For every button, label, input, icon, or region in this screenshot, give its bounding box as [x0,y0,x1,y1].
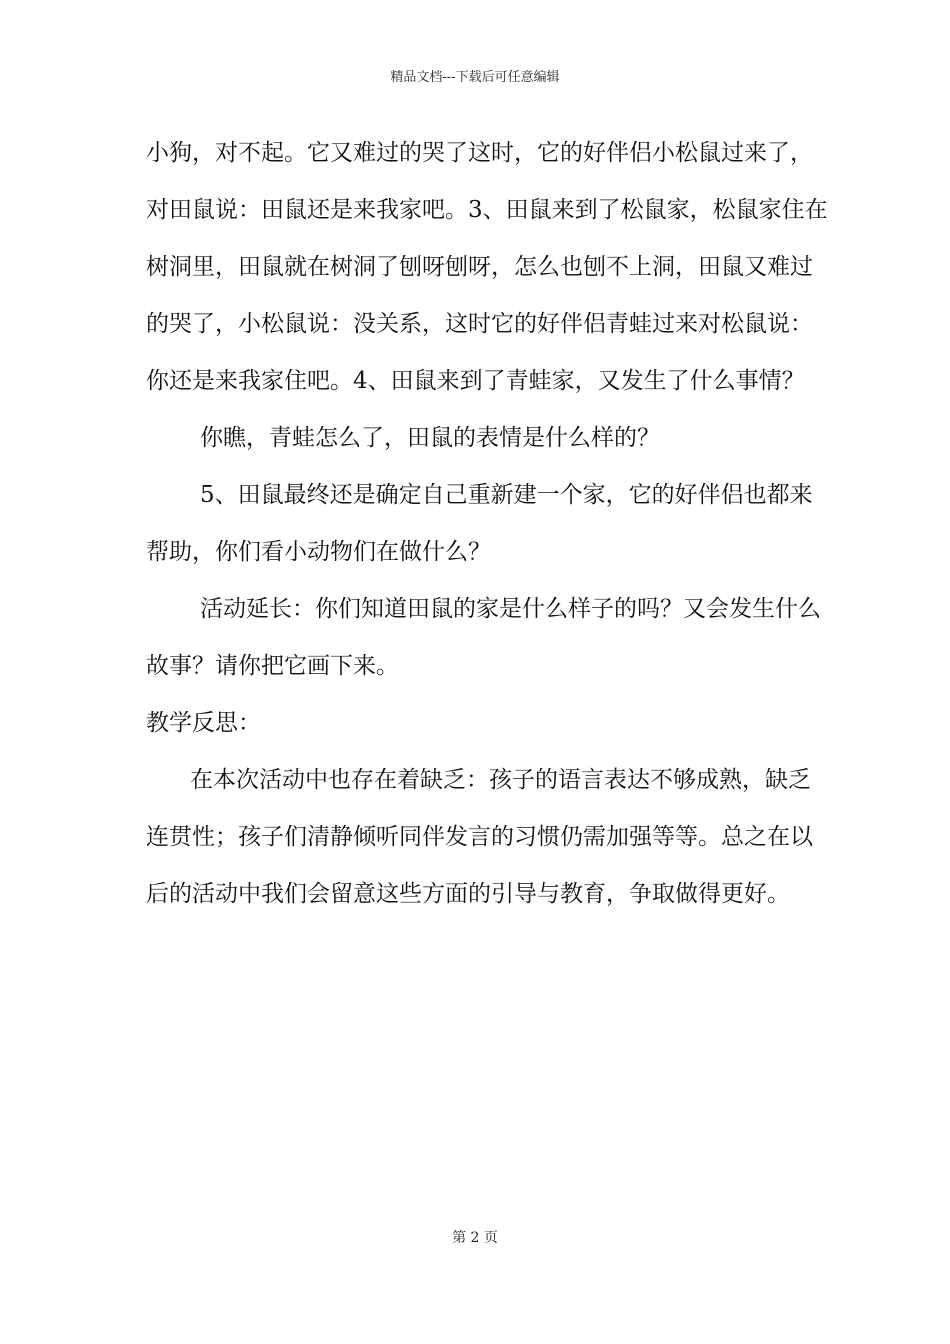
page-number: 第 2 页 [452,1230,498,1246]
text-line-8: 帮助，你们看小动物们在做什么？ [146,539,491,565]
text-line-2: 对田鼠说：田鼠还是来我家吧。3、田鼠来到了松鼠家，松鼠家住在 [146,197,828,223]
text-line-7: 5、田鼠最终还是确定自己重新建一个家，它的好伴侣也都来 [200,482,813,508]
text-line-12: 在本次活动中也存在着缺乏：孩子的语言表达不够成熟，缺乏 [190,767,811,793]
text-line-9: 活动延长：你们知道田鼠的家是什么样子的吗？又会发生什么 [200,596,821,622]
text-line-10: 故事？请你把它画下来。 [146,653,399,679]
text-line-13: 连贯性；孩子们清静倾听同伴发言的习惯仍需加强等等。总之在以 [146,824,813,850]
text-line-1: 小狗，对不起。它又难过的哭了这时，它的好伴侣小松鼠过来了， [146,140,813,166]
section-heading-reflection: 教学反思： [146,710,261,736]
text-line-4: 的哭了，小松鼠说：没关系，这时它的好伴侣青蛙过来对松鼠说： [146,311,813,337]
page-header: 精品文档---下载后可任意编辑 [390,70,560,85]
text-line-6: 你瞧，青蛙怎么了，田鼠的表情是什么样的？ [200,425,660,451]
text-line-3: 树洞里，田鼠就在树洞了刨呀刨呀，怎么也刨不上洞，田鼠又难过 [146,254,813,280]
text-line-5: 你还是来我家住吧。4、田鼠来到了青蛙家，又发生了什么事情？ [146,368,805,394]
text-line-14: 后的活动中我们会留意这些方面的引导与教育，争取做得更好。 [146,881,790,907]
